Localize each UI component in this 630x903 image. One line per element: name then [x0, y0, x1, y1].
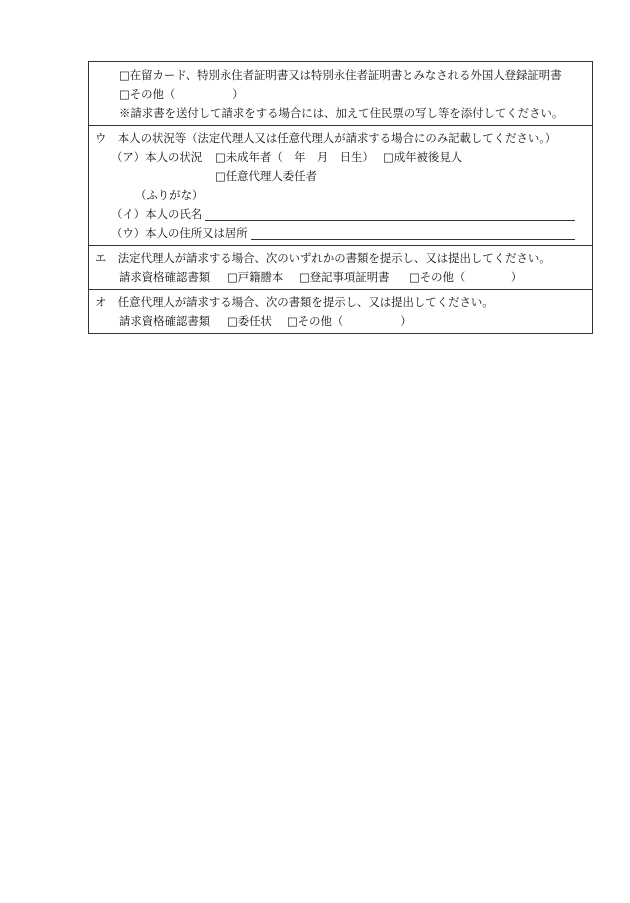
principal-address-field[interactable]	[251, 239, 575, 240]
voluntary-docs-label: 請求資格確認書類	[119, 314, 211, 328]
row-status-options	[89, 148, 592, 167]
principal-name-label: （イ）本人の氏名	[111, 207, 203, 221]
row-voluntary-heading	[89, 293, 592, 312]
row-legal-docs	[89, 268, 592, 287]
option-legal-other[interactable]: □その他（ ）	[409, 270, 523, 284]
legal-docs-label: 請求資格確認書類	[119, 270, 211, 284]
voluntary-heading: オ 任意代理人が請求する場合、次の書類を提示し、又は提出してください。	[95, 295, 494, 309]
option-residence-card[interactable]: □在留カード、特別永住者証明書又は特別永住者証明書とみなされる外国人登録証明書	[119, 68, 562, 82]
option-power-of-attorney[interactable]: □委任状	[227, 314, 272, 328]
section-principal-status	[89, 125, 592, 245]
principal-name-field[interactable]	[205, 220, 575, 221]
furigana-label: （ふりがな）	[135, 188, 204, 202]
status-label: （ア）本人の状況	[111, 150, 203, 164]
option-principal[interactable]: □任意代理人委任者	[215, 169, 317, 183]
row-residence-card	[89, 66, 592, 85]
row-principal-name	[89, 205, 592, 224]
row-status-options-2	[89, 167, 592, 186]
request-form-table	[88, 61, 593, 334]
option-voluntary-other[interactable]: □その他（ ）	[287, 314, 412, 328]
option-koseki[interactable]: □戸籍謄本	[227, 270, 284, 284]
principal-address-label: （ウ）本人の住所又は居所	[111, 226, 248, 240]
option-minor[interactable]: □未成年者（ 年 月 日生）	[215, 150, 374, 164]
section-identity-documents	[89, 61, 592, 125]
row-legal-heading	[89, 249, 592, 268]
section-legal-representative	[89, 245, 592, 289]
option-registry-certificate[interactable]: □登記事項証明書	[299, 270, 390, 284]
mail-note: ※請求書を送付して請求をする場合には、加えて住民票の写し等を添付してください。	[119, 106, 564, 120]
row-voluntary-docs	[89, 312, 592, 331]
row-principal-address	[89, 224, 592, 243]
option-adult-ward[interactable]: □成年被後見人	[383, 150, 463, 164]
row-mail-note	[89, 104, 592, 123]
section-voluntary-representative	[89, 289, 592, 333]
row-furigana	[89, 186, 592, 205]
row-other-document	[89, 85, 592, 104]
row-status-heading	[89, 129, 592, 148]
option-other-document[interactable]: □その他（ ）	[119, 87, 244, 101]
legal-heading: エ 法定代理人が請求する場合、次のいずれかの書類を提示し、又は提出してください。	[95, 251, 551, 265]
status-heading: ウ 本人の状況等（法定代理人又は任意代理人が請求する場合にのみ記載してください。）	[95, 131, 557, 145]
